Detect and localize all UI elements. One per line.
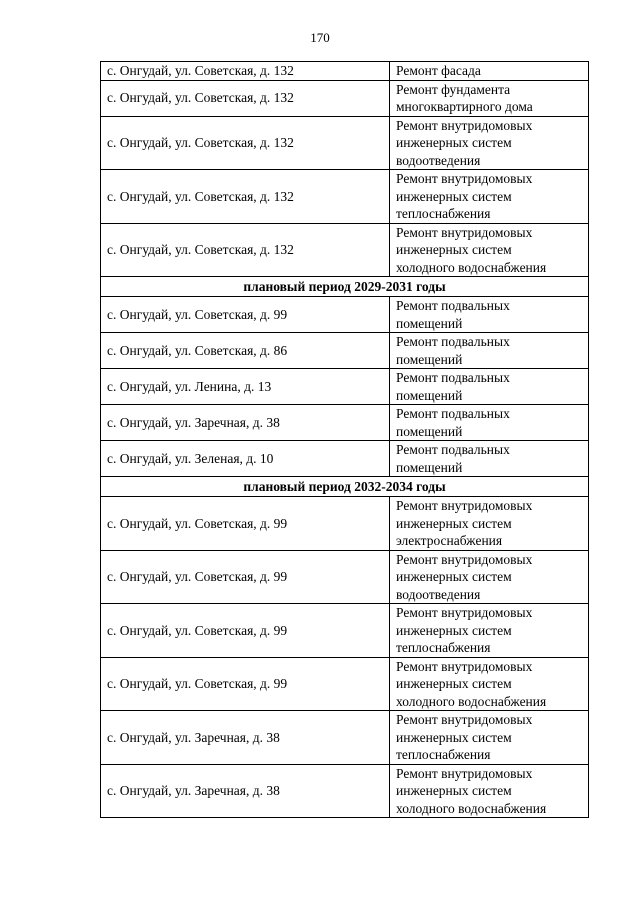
period-header-row xyxy=(101,277,589,297)
address-cell: с. Онгудай, ул. Советская, д. 132 xyxy=(101,80,390,116)
period-header-row xyxy=(101,477,589,497)
table-row xyxy=(101,441,589,477)
work-type-cell: Ремонт фасада xyxy=(390,62,589,81)
table-row xyxy=(101,62,589,81)
work-type-cell: Ремонт подвальных помещений xyxy=(390,333,589,369)
address-cell: с. Онгудай, ул. Советская, д. 99 xyxy=(101,657,390,711)
address-cell: с. Онгудай, ул. Ленина, д. 13 xyxy=(101,369,390,405)
address-cell: с. Онгудай, ул. Советская, д. 132 xyxy=(101,170,390,224)
address-cell: с. Онгудай, ул. Заречная, д. 38 xyxy=(101,405,390,441)
work-type-cell: Ремонт внутридомовых инженерных систем электроснабжения xyxy=(390,497,589,551)
address-cell: с. Онгудай, ул. Советская, д. 99 xyxy=(101,497,390,551)
table-row xyxy=(101,369,589,405)
work-type-cell: Ремонт внутридомовых инженерных систем холодного водоснабжения xyxy=(390,764,589,818)
work-type-cell: Ремонт внутридомовых инженерных систем теплоснабжения xyxy=(390,170,589,224)
work-type-cell: Ремонт подвальных помещений xyxy=(390,369,589,405)
table-row xyxy=(101,604,589,658)
table-row xyxy=(101,116,589,170)
table-row xyxy=(101,80,589,116)
table-row xyxy=(101,297,589,333)
table-row xyxy=(101,657,589,711)
table-row xyxy=(101,711,589,765)
table-row xyxy=(101,333,589,369)
table-row xyxy=(101,550,589,604)
work-type-cell: Ремонт внутридомовых инженерных систем теплоснабжения xyxy=(390,711,589,765)
address-cell: с. Онгудай, ул. Заречная, д. 38 xyxy=(101,764,390,818)
repair-schedule-table xyxy=(100,61,589,818)
address-cell: с. Онгудай, ул. Заречная, д. 38 xyxy=(101,711,390,765)
address-cell: с. Онгудай, ул. Советская, д. 132 xyxy=(101,223,390,277)
address-cell: с. Онгудай, ул. Советская, д. 99 xyxy=(101,297,390,333)
work-type-cell: Ремонт подвальных помещений xyxy=(390,405,589,441)
address-cell: с. Онгудай, ул. Советская, д. 86 xyxy=(101,333,390,369)
address-cell: с. Онгудай, ул. Советская, д. 132 xyxy=(101,116,390,170)
period-header-label: плановый период 2029-2031 годы xyxy=(101,277,589,297)
table-body xyxy=(101,62,589,818)
table-row xyxy=(101,170,589,224)
table-row xyxy=(101,764,589,818)
work-type-cell: Ремонт фундамента многоквартирного дома xyxy=(390,80,589,116)
work-type-cell: Ремонт подвальных помещений xyxy=(390,297,589,333)
table-row xyxy=(101,223,589,277)
address-cell: с. Онгудай, ул. Советская, д. 132 xyxy=(101,62,390,81)
address-cell: с. Онгудай, ул. Зеленая, д. 10 xyxy=(101,441,390,477)
work-type-cell: Ремонт внутридомовых инженерных систем водоотведения xyxy=(390,550,589,604)
work-type-cell: Ремонт внутридомовых инженерных систем холодного водоснабжения xyxy=(390,657,589,711)
work-type-cell: Ремонт внутридомовых инженерных систем водоотведения xyxy=(390,116,589,170)
page-number: 170 xyxy=(310,30,330,45)
address-cell: с. Онгудай, ул. Советская, д. 99 xyxy=(101,550,390,604)
work-type-cell: Ремонт внутридомовых инженерных систем холодного водоснабжения xyxy=(390,223,589,277)
table-row xyxy=(101,405,589,441)
period-header-label: плановый период 2032-2034 годы xyxy=(101,477,589,497)
table-row xyxy=(101,497,589,551)
work-type-cell: Ремонт подвальных помещений xyxy=(390,441,589,477)
work-type-cell: Ремонт внутридомовых инженерных систем теплоснабжения xyxy=(390,604,589,658)
address-cell: с. Онгудай, ул. Советская, д. 99 xyxy=(101,604,390,658)
